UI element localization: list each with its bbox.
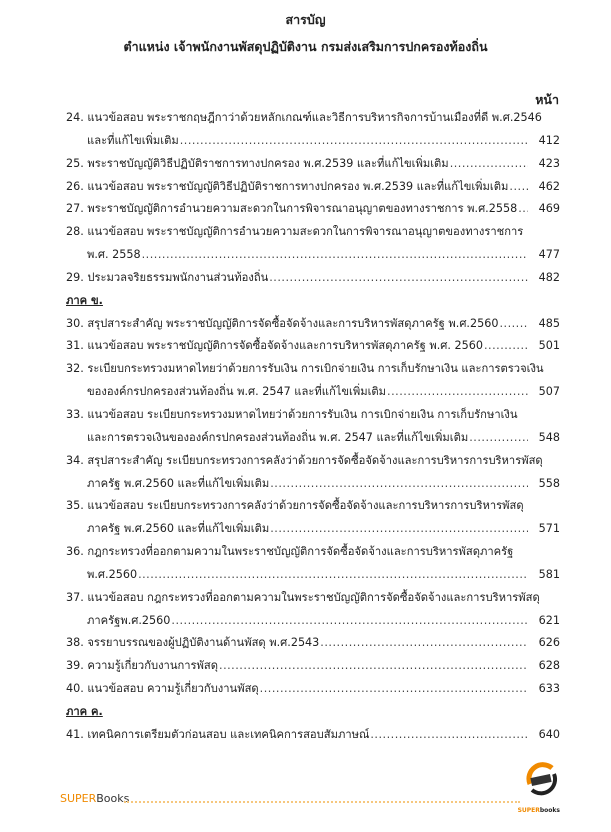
entry-title: 38. จรรยาบรรณของผู้ปฏิบัติงานด้านพัสดุ พ.ศ.2543 xyxy=(66,636,320,650)
entry-title: พ.ศ.2560 xyxy=(87,567,138,581)
dot-leader xyxy=(260,678,528,701)
entry-title: 32. ระเบียบกระทรวงมหาดไทยว่าด้วยการรับเงิน การเบิกจ่ายเงิน การเก็บรักษาเงิน และการตรวจเงิน xyxy=(66,362,544,376)
page-number: 482 xyxy=(538,270,560,284)
toc-line xyxy=(66,198,560,221)
toc-line xyxy=(66,473,560,496)
section-heading xyxy=(66,701,560,724)
dot-leader xyxy=(270,473,528,496)
entry-title: ภาครัฐ พ.ศ.2560 และที่แก้ไขเพิ่มเติม xyxy=(87,476,270,490)
toc-line xyxy=(66,724,560,747)
entry-title: 26. แนวข้อสอบ พระราชบัญญัติวิธีปฏิบัติราชการทางปกครอง พ.ศ.2539 และที่แก้ไขเพิ่มเติม xyxy=(66,179,509,193)
toc-entry[interactable] xyxy=(66,404,560,450)
page-number: 477 xyxy=(538,248,560,262)
toc-line xyxy=(66,244,560,267)
entry-title: และที่แก้ไขเพิ่มเติม xyxy=(87,133,179,147)
superbooks-logo-icon xyxy=(522,756,560,806)
page-number: 640 xyxy=(538,727,560,741)
entry-title: ขององค์กรปกครองส่วนท้องถิ่น พ.ศ. 2547 และที่แก้ไขเพิ่มเติม xyxy=(87,385,387,399)
toc-line xyxy=(66,381,560,404)
dot-leader xyxy=(171,610,528,633)
entry-title: 28. แนวข้อสอบ พระราชบัญญัติการอำนวยความสะดวกในการพิจารณาอนุญาตของทางราชการ xyxy=(66,225,524,239)
page-number: 423 xyxy=(538,156,560,170)
entry-title: 27. พระราชบัญญัติการอำนวยความสะดวกในการพิจารณาอนุญาตของทางราชการ พ.ศ.2558 xyxy=(66,202,518,216)
entry-title: 37. แนวข้อสอบ กฎกระทรวงที่ออกตามความในพระราชบัญญัติการจัดซื้อจัดจ้างและการบริหารพัสดุ xyxy=(66,590,540,604)
toc-line xyxy=(66,313,560,336)
entry-title: 25. พระราชบัญญัติวิธีปฏิบัติราชการทางปกครอง พ.ศ.2539 และที่แก้ไขเพิ่มเติม xyxy=(66,156,449,170)
dot-leader xyxy=(219,655,528,678)
brand-super: SUPER xyxy=(60,792,97,805)
toc-line xyxy=(66,541,560,564)
page-number: 558 xyxy=(538,476,560,490)
dot-leader xyxy=(469,427,528,450)
entry-title: พ.ศ. 2558 xyxy=(87,248,141,262)
table-of-contents xyxy=(66,107,560,747)
entry-title: และการตรวจเงินขององค์กรปกครองส่วนท้องถิ่น พ.ศ. 2547 และที่แก้ไขเพิ่มเติม xyxy=(87,430,469,444)
section-label: ภาค ข. xyxy=(66,293,103,307)
dot-leader xyxy=(518,198,528,221)
footer-brand xyxy=(60,792,129,805)
page-number: 628 xyxy=(538,659,560,673)
brand-books: Books xyxy=(96,792,130,805)
dot-leader xyxy=(142,244,528,267)
page-number: 621 xyxy=(538,613,560,627)
toc-entry[interactable] xyxy=(66,313,560,336)
entry-title: 35. แนวข้อสอบ ระเบียบกระทรวงการคลังว่าด้วยการจัดซื้อจัดจ้างและการบริหารการบริหารพัสดุ xyxy=(66,499,524,513)
toc-line xyxy=(66,610,560,633)
toc-line xyxy=(66,564,560,587)
dot-leader xyxy=(180,130,528,153)
entry-title: 31. แนวข้อสอบ พระราชบัญญัติการจัดซื้อจัดจ้างและการบริหารพัสดุภาครัฐ พ.ศ. 2560 xyxy=(66,339,483,353)
toc-line xyxy=(66,176,560,199)
entry-title: 29. ประมวลจริยธรรมพนักงานส่วนท้องถิ่น xyxy=(66,270,269,284)
entry-title: 36. กฎกระทรวงที่ออกตามความในพระราชบัญญัติการจัดซื้อจัดจ้างและการบริหารพัสดุภาครัฐ xyxy=(66,545,514,559)
toc-entry[interactable] xyxy=(66,655,560,678)
toc-entry[interactable] xyxy=(66,724,560,747)
document-title: สารบัญ xyxy=(285,12,326,27)
toc-entry[interactable] xyxy=(66,176,560,199)
footer-divider xyxy=(124,801,520,803)
page-number: 571 xyxy=(538,522,560,536)
toc-entry[interactable] xyxy=(66,495,560,541)
page-number: 501 xyxy=(538,339,560,353)
entry-title: 34. สรุปสาระสำคัญ ระเบียบกระทรวงการคลังว่าด้วยการจัดซื้อจัดจ้างและการบริหารการบริหารพัสดุ xyxy=(66,453,543,467)
dot-leader xyxy=(320,632,528,655)
dot-leader xyxy=(484,335,528,358)
entry-title: ภาครัฐพ.ศ.2560 xyxy=(87,613,171,627)
toc-line xyxy=(66,153,560,176)
dot-leader xyxy=(270,518,528,541)
page-number: 507 xyxy=(538,385,560,399)
toc-entry[interactable] xyxy=(66,678,560,701)
toc-line xyxy=(66,221,560,244)
entry-title: 24. แนวข้อสอบ พระราชกฤษฎีกาว่าด้วยหลักเกณฑ์และวิธีการบริหารกิจการบ้านเมืองที่ดี พ.ศ.2546 xyxy=(66,111,542,124)
toc-entry[interactable] xyxy=(66,450,560,496)
toc-line xyxy=(66,678,560,701)
page-number: 469 xyxy=(538,202,560,216)
toc-entry[interactable] xyxy=(66,541,560,587)
page-number: 485 xyxy=(538,316,560,330)
toc-line xyxy=(66,632,560,655)
toc-line xyxy=(66,404,560,427)
dot-leader xyxy=(387,381,528,404)
dot-leader xyxy=(269,267,528,290)
toc-line xyxy=(66,107,560,130)
toc-entry[interactable] xyxy=(66,267,560,290)
toc-line xyxy=(66,130,560,153)
toc-line xyxy=(66,450,560,473)
page-number: 633 xyxy=(538,682,560,696)
toc-line xyxy=(66,655,560,678)
toc-entry[interactable] xyxy=(66,107,560,153)
toc-line xyxy=(66,335,560,358)
dot-leader xyxy=(499,313,528,336)
toc-line xyxy=(66,495,560,518)
entry-title: ภาครัฐ พ.ศ.2560 และที่แก้ไขเพิ่มเติม xyxy=(87,522,270,536)
toc-entry[interactable] xyxy=(66,587,560,633)
toc-line xyxy=(66,587,560,610)
entry-title: 30. สรุปสาระสำคัญ พระราชบัญญัติการจัดซื้อจัดจ้างและการบริหารพัสดุภาครัฐ พ.ศ.2560 xyxy=(66,316,499,330)
toc-entry[interactable] xyxy=(66,335,560,358)
footer xyxy=(60,790,560,814)
toc-entry[interactable] xyxy=(66,632,560,655)
logo-text: SUPERbooks xyxy=(517,807,560,814)
entry-title: 41. เทคนิคการเตรียมตัวก่อนสอบ และเทคนิคการสอบสัมภาษณ์ xyxy=(66,727,370,741)
page-column-label: หน้า xyxy=(535,92,559,107)
page-number: 462 xyxy=(538,179,560,193)
entry-title: 39. ความรู้เกี่ยวกับงานการพัสดุ xyxy=(66,659,219,673)
section-label: ภาค ค. xyxy=(66,704,103,718)
page-number: 548 xyxy=(538,430,560,444)
page-number: 626 xyxy=(538,636,560,650)
toc-entry[interactable] xyxy=(66,358,560,404)
toc-line xyxy=(66,358,560,381)
toc-entry[interactable] xyxy=(66,198,560,221)
toc-entry[interactable] xyxy=(66,221,560,267)
toc-line xyxy=(66,267,560,290)
page-number: 412 xyxy=(538,133,560,147)
dot-leader xyxy=(370,724,528,747)
entry-title: 40. แนวข้อสอบ ความรู้เกี่ยวกับงานพัสดุ xyxy=(66,682,259,696)
dot-leader xyxy=(509,176,528,199)
document-subtitle: ตำแหน่ง เจ้าพนักงานพัสดุปฏิบัติงาน กรมส่งเสริมการปกครองท้องถิ่น xyxy=(123,39,488,54)
page-number: 581 xyxy=(538,567,560,581)
toc-line xyxy=(66,427,560,450)
toc-entry[interactable] xyxy=(66,153,560,176)
entry-title: 33. แนวข้อสอบ ระเบียบกระทรวงมหาดไทยว่าด้วยการรับเงิน การเบิกจ่ายเงิน การเก็บรักษาเงิน xyxy=(66,407,518,421)
section-heading xyxy=(66,290,560,313)
dot-leader xyxy=(138,564,528,587)
dot-leader xyxy=(450,153,528,176)
toc-line xyxy=(66,518,560,541)
